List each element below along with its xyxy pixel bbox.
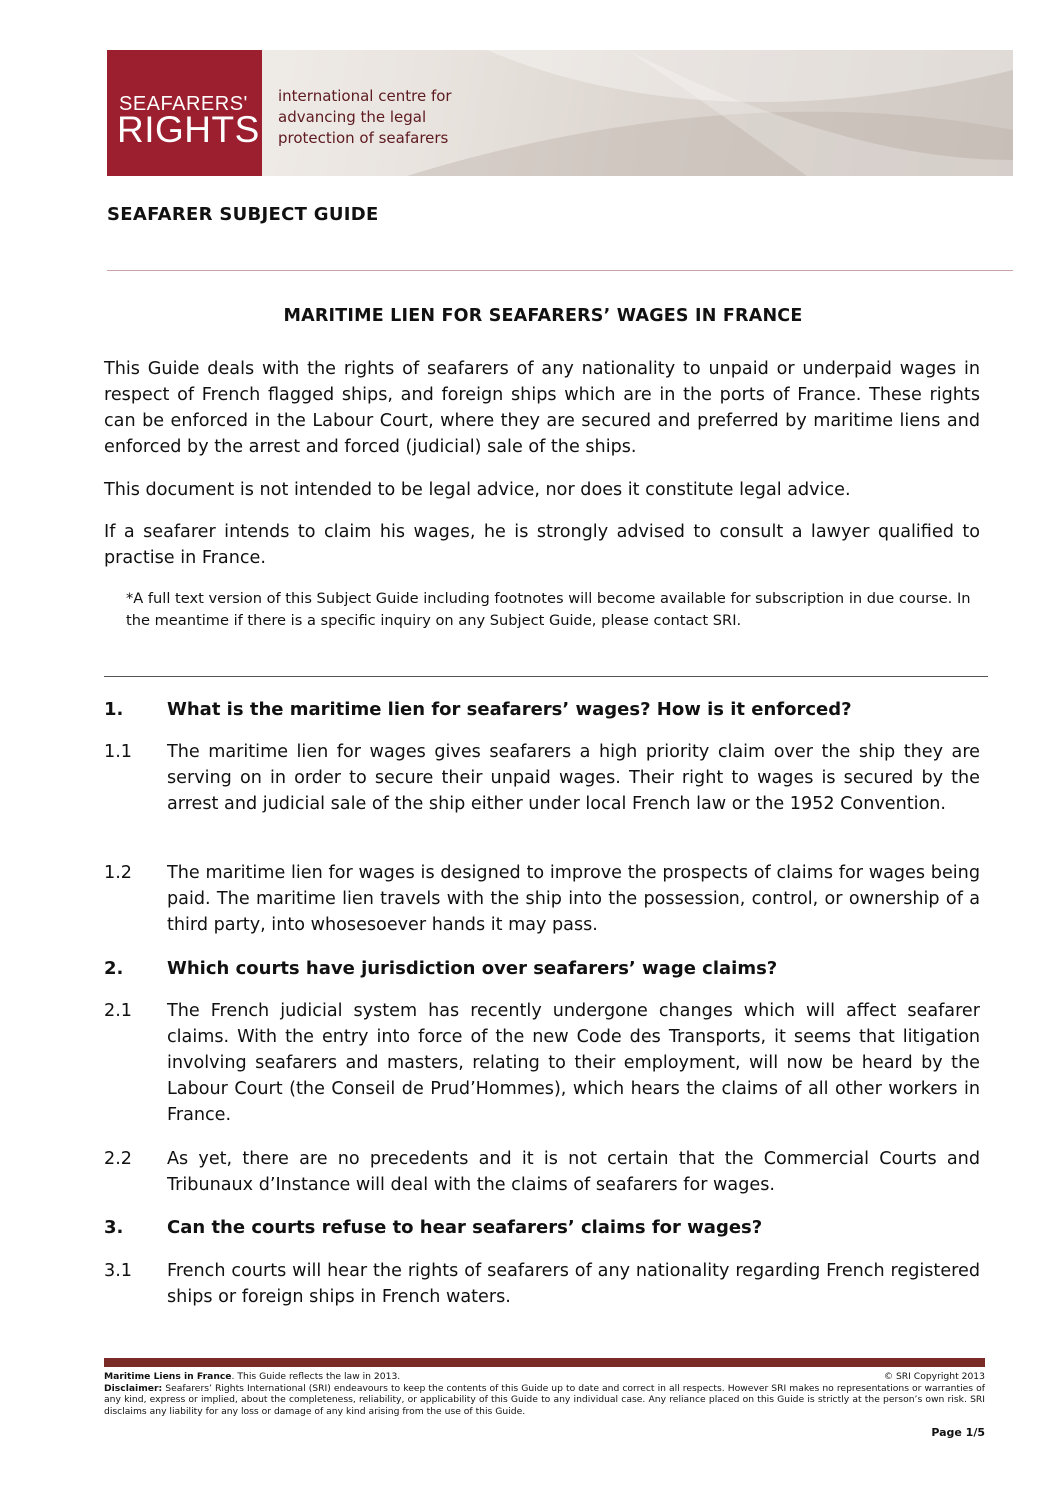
intro-paragraph: If a seafarer intends to claim his wages, he is strongly advised to consult a lawyer qualified to practise in France. <box>104 522 980 568</box>
disclaimer-label: Disclaimer: <box>104 1382 163 1394</box>
tagline-line: protection of seafarers <box>278 129 449 147</box>
tagline-line: advancing the legal <box>278 108 427 126</box>
page-footer <box>104 1371 985 1417</box>
disclaimer <box>104 1383 985 1418</box>
section-heading: Which courts have jurisdiction over seafarers’ wage claims? <box>167 958 778 979</box>
clause-text: The maritime lien for wages gives seafarers a high priority claim over the ship they are serving on in order to secure their unpaid wages. Their right to wages is secured by the arrest and judicial sale of the ship either under local French law or the 1952 Convention. <box>167 742 980 814</box>
footer-bar <box>104 1358 985 1367</box>
clause-text: French courts will hear the rights of seafarers of any nationality regarding French registered ships or foreign ships in French waters. <box>167 1261 980 1307</box>
section-heading: Can the courts refuse to hear seafarers’ claims for wages? <box>167 1217 763 1238</box>
law-statement-text: . This Guide reflects the law in 2013. <box>231 1371 401 1382</box>
clause-number: 2.1 <box>104 1001 132 1021</box>
guide-label: SEAFARER SUBJECT GUIDE <box>107 204 379 225</box>
clause-number: 1.2 <box>104 863 132 883</box>
law-statement <box>104 1371 400 1383</box>
clause-text: As yet, there are no precedents and it is not certain that the Commercial Courts and Tribunaux d’Instance will deal with the claims of seafarers for wages. <box>167 1149 980 1195</box>
section-number: 3. <box>104 1217 124 1238</box>
organisation-tagline <box>278 86 452 149</box>
header-divider <box>107 270 1013 271</box>
copyright-notice: © SRI Copyright 2013 <box>883 1371 985 1382</box>
document-title: MARITIME LIEN FOR SEAFARERS’ WAGES IN FRANCE <box>283 306 803 326</box>
intro-paragraph: This Guide deals with the rights of seafarers of any nationality to unpaid or underpaid wages in respect of French flagged ships, and foreign ships which are in the ports of France. These rights can be enforced in the Labour Court, where they are secured and preferred by maritime liens and enforced by the arrest and forced (judicial) sale of the ships. <box>104 359 980 457</box>
law-statement-title: Maritime Liens in France <box>104 1371 232 1382</box>
tagline-line: international centre for <box>278 87 452 105</box>
clause-text: The French judicial system has recently undergone changes which will affect seafarer claims. With the entry into force of the new Code des Transports, it seems that litigation involving seafarers and masters, relating to their employment, will now be heard by the Labour Court (the Conseil de Prud’Hommes), which hears the claims of all other workers in France. <box>167 1001 980 1125</box>
intro-paragraph: This document is not intended to be legal advice, nor does it constitute legal advice. <box>104 480 851 500</box>
footnote-notice: *A full text version of this Subject Guide including footnotes will become available for subscription in due course. In the meantime if there is a specific inquiry on any Subject Guide, please contact SRI. <box>126 590 971 629</box>
clause-number: 3.1 <box>104 1261 132 1281</box>
section-heading: What is the maritime lien for seafarers’ wages? How is it enforced? <box>167 699 852 720</box>
footer-row <box>104 1371 985 1383</box>
logo <box>107 50 262 176</box>
section-number: 2. <box>104 958 124 979</box>
section-number: 1. <box>104 699 124 720</box>
header-banner <box>107 50 1013 176</box>
page-number: Page 1/5 <box>931 1426 985 1439</box>
logo-text-line2: RIGHTS <box>117 109 260 150</box>
logo-text-line1: SEAFARERS' <box>119 93 248 115</box>
clause-number: 2.2 <box>104 1149 132 1169</box>
clause-text: The maritime lien for wages is designed to improve the prospects of claims for wages being paid. The maritime lien travels with the ship into the possession, control, or ownership of a third party, into whosesoever hands it may pass. <box>167 863 980 935</box>
section-divider <box>104 676 988 677</box>
clause-number: 1.1 <box>104 742 132 762</box>
disclaimer-text: Seafarers’ Rights International (SRI) endeavours to keep the contents of this Guide up to date and correct in all respects. However SRI makes no representations or warranties of any kind, express or implied, about the completeness, reliability, or applicability of this Guide to any individual case. Any reliance placed on this Guide is strictly at the person’s own risk. SRI disclaims any liability for any loss or damage of any kind arising from the use of this Guide. <box>104 1382 985 1417</box>
